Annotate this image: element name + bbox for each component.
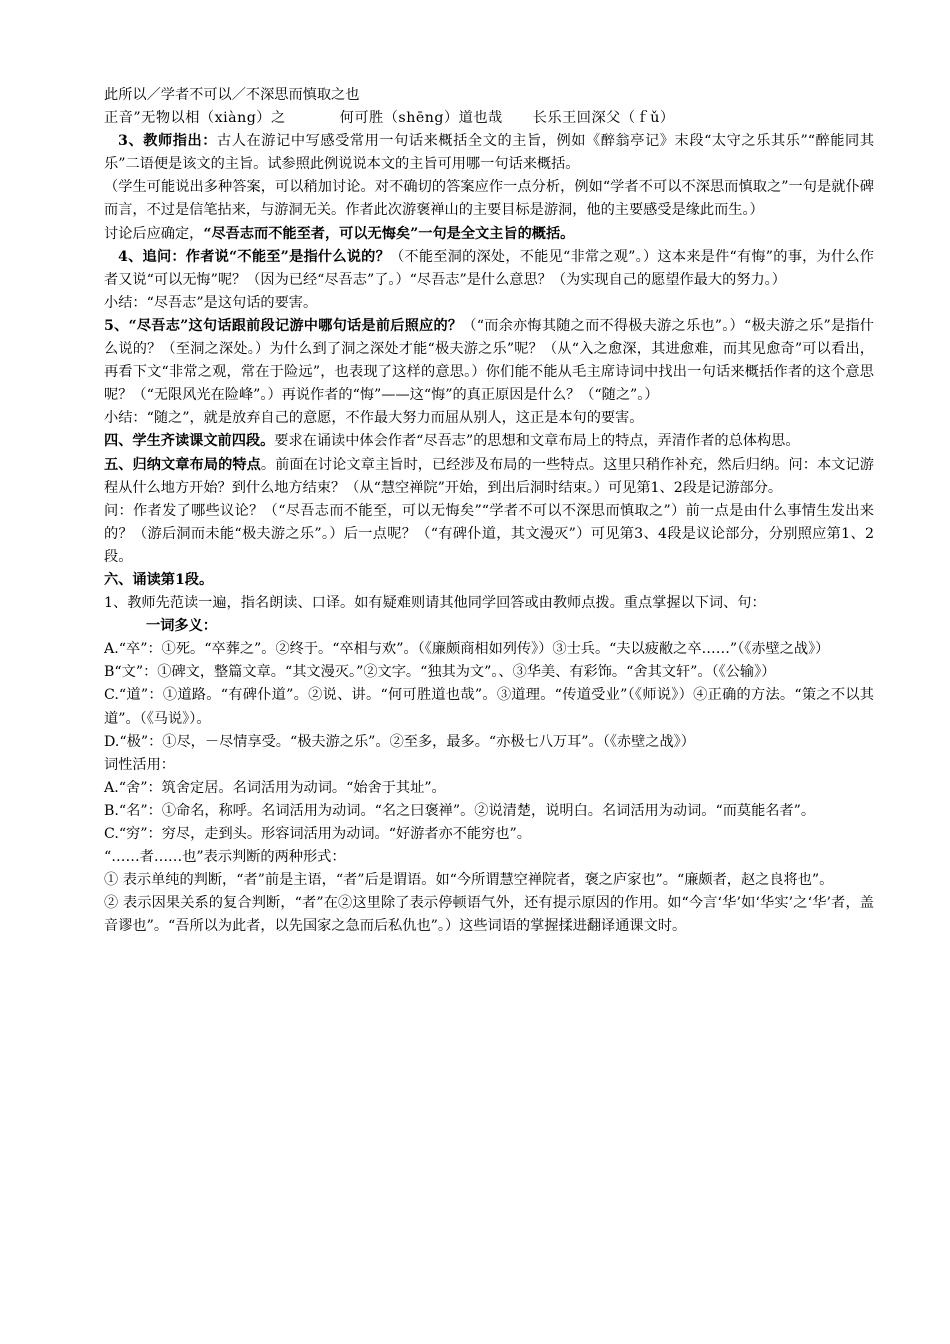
- section-body: 要求在诵读中体会作者“尽吾志”的思想和文章布局上的特点，弄清作者的总体构思。: [274, 433, 800, 450]
- paragraph-note: （学生可能说出多种答案，可以稍加讨论。对不确切的答案应作一点分析，例如“学者不可以不深思而慎取之”一句是就仆碑而言，不过是信笔拈来，与游洞无关。作者此次游褒禅山的主要目标是游洞，他的主要感受是缘此而生。）: [104, 179, 874, 219]
- paragraph-teacher-points: [104, 130, 874, 176]
- paragraph-question: 问：作者发了哪些议论？（“尽吾志而不能至，可以无悔矣”“学者不可以不深思而慎取之”）前一点是由什么事情生发出来的？（游后洞而未能“极夫游之乐”。）后一点呢？（“有碑仆道，其文漫灭”）可见第3、4段是议论部分，分别照应第1、2段。: [104, 502, 874, 565]
- subheading-polysemy: 一词多义：: [146, 618, 217, 635]
- section-heading: 六、诵读第1段。: [104, 571, 214, 588]
- list-item: ② 表示因果关系的复合判断，“者”在②这里除了表示停顿语气外，还有提示原因的作用。如“今言‘华’如‘华实’之‘华’者，盖音谬也”。“吾所以为此者，以先国家之急而后私仇也”。）这些词语的掌握揉进翻译通课文时。: [104, 895, 874, 935]
- list-item: C.“道”：①道路。“有碑仆道”。②说、讲。“何可胜道也哉”。③道理。“传道受业”（《师说》）④正确的方法。“策之不以其道”。（《马说》）。: [104, 687, 874, 727]
- section-body: 。前面在讨论文章主旨时，已经涉及布局的一些特点。这里只稍作补充，然后归纳。问：本文记游程从什么地方开始？到什么地方结束？（从“慧空禅院”开始，到出后洞时结束。）可见第1、2段是记游部分。: [104, 456, 874, 496]
- list-item: A.“卒”：①死。“卒葬之”。②终于。“卒相与欢”。（《廉颇商相如列传》）③士兵。“夫以疲敝之卒……”（《赤壁之战》）: [104, 641, 830, 658]
- section-heading: 四、学生齐读课文前四段。: [104, 433, 275, 450]
- list-item: ① 表示单纯的判断，“者”前是主语，“者”后是谓语。如“今所谓慧空禅院者，褒之庐家也”。“廉颇者，赵之良将也”。: [104, 872, 834, 889]
- text-segment: 正音”无物以相（xiàng）之: [104, 110, 286, 127]
- paragraph-summary: 小结：“尽吾志”是这句话的要害。: [104, 294, 318, 311]
- paragraph-summary: 小结：“随之”，就是放弃自己的意愿，不作最大努力而屈从别人，这正是本句的要害。: [104, 410, 644, 427]
- paragraph-heading: 3、教师指出：: [118, 133, 218, 150]
- paragraph-followup-question: [104, 246, 874, 292]
- subheading-word-class: 词性活用：: [104, 756, 175, 773]
- paragraph-echo-question: [104, 315, 874, 407]
- section-read-aloud: [104, 430, 874, 453]
- text-line: 此所以／学者不可以／不深思而慎取之也: [104, 87, 360, 103]
- list-item: B.“名”：①命名，称呼。名词活用为动词。“名之曰褒禅”。②说清楚，说明白。名词活用为动词。“而莫能名者”。: [104, 802, 816, 819]
- paragraph-body: 讨论后应确定，: [104, 225, 204, 242]
- paragraph-body: （“而余亦悔其随之而不得极夫游之乐也”。）“极夫游之乐”是指什么说的？（至洞之深处。）为什么到了洞之深处才能“极夫游之乐”呢？（从“入之愈深，其进愈难，而其见愈奇”可以看出，再看下文“非常之观，常在于险远”，也表现了这样的意思。）你们能不能从毛主席诗词中找出一句话来概括作者的这个意思呢？（“无限风光在险峰”。）再说作者的“悔”——这“悔”的真正原因是什么？（“随之”。）: [104, 317, 874, 404]
- paragraph-body: 古人在游记中写感受常用一句话来概括全文的主旨，例如《醉翁亭记》末段“太守之乐其乐”“醉能同其乐”二语便是该文的主旨。试参照此例说说本文的主旨可用哪一句话来概括。: [104, 133, 875, 173]
- text-segment: 长乐王回深父（ｆǔ）: [532, 110, 675, 127]
- section-structure: [104, 454, 874, 500]
- paragraph-heading: 4、追问：作者说“不能至”是指什么说的？: [118, 248, 390, 265]
- list-item: C.“穷”：穷尽，走到头。形容词活用为动词。“好游者亦不能穷也”。: [104, 826, 531, 842]
- list-item: B“文”：①碑文，整篇文章。“其文漫灭。”②文字。“独其为文”。、③华美、有彩饰。“舍其文轩”。（《公输》）: [104, 664, 776, 681]
- emphasis-text: “尽吾志而不能至者，可以无悔矣”一句是全文主旨的概括。: [203, 225, 575, 242]
- text-line: [104, 107, 874, 130]
- list-item: D.“极”：①尽，－尽情享受。“极夫游之乐”。②至多，最多。“亦极七八万耳”。（《赤壁之战》）: [104, 733, 695, 750]
- subheading-judgment: “……者……也”表示判断的两种形式：: [104, 849, 346, 866]
- document-page: [104, 84, 874, 938]
- paragraph-heading: 5、“尽吾志”这句话跟前段记游中哪句话是前后照应的？: [104, 317, 463, 334]
- paragraph-intro: 1、教师先范读一遍，指名朗读、口译。如有疑难则请其他同学回答或由教师点拨。重点掌握以下词、句：: [104, 595, 766, 612]
- list-item: A.“舍”：筑舍定居。名词活用为动词。“始舍于其址”。: [104, 779, 446, 796]
- section-heading: 五、归纳文章布局的特点: [104, 456, 261, 473]
- paragraph-conclusion: [104, 223, 874, 246]
- text-segment: 何可胜（shēng）道也哉: [339, 110, 503, 127]
- paragraph-body: （不能至洞的深处，不能见“非常之观”。）这本来是件“有悔”的事，为什么作者又说“可以无悔”呢？（因为已经“尽吾志”了。）“尽吾志”是什么意思？（为实现自己的愿望作最大的努力。）: [104, 248, 874, 288]
